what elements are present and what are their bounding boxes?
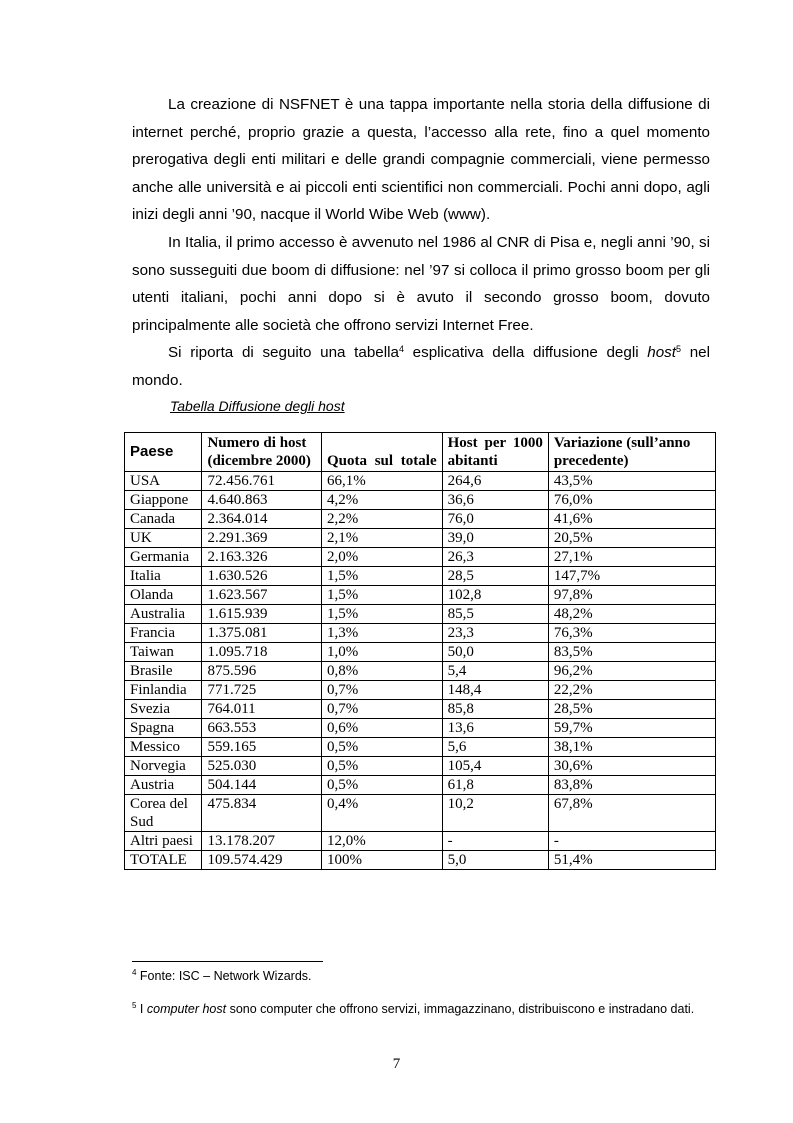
cell-numero: 2.163.326 (202, 548, 322, 567)
table-row (125, 605, 716, 624)
cell-numero: 2.364.014 (202, 510, 322, 529)
cell-paese: Spagna (125, 719, 202, 738)
footnote-5-number: 5 (132, 1001, 137, 1010)
cell-variazione: 59,7% (548, 719, 715, 738)
cell-variazione: 28,5% (548, 700, 715, 719)
footnote-5-term: computer host (146, 1002, 227, 1016)
intro-text-part1: Si riporta di seguito una tabella (168, 344, 399, 361)
paragraph-nsfnet-text: La creazione di NSFNET è una tappa importante nella storia della diffusione di internet perché, proprio grazie a questa, l’accesso alla rete, fino a quel momento prerogativa degli enti militari e delle grandi compagnie commerciali, viene permesso anche alle università e ai piccoli enti scientifici non commerciali. Pochi anni dopo, agli inizi degli anni ’90, nacque il World Wibe Web (www). (132, 96, 710, 223)
table-row (125, 510, 716, 529)
cell-quota: 0,5% (321, 738, 442, 757)
cell-numero: 1.095.718 (202, 643, 322, 662)
cell-numero: 2.291.369 (202, 529, 322, 548)
cell-host-1000: 76,0 (442, 510, 548, 529)
cell-paese: Austria (125, 776, 202, 795)
paragraph-italia-text: In Italia, il primo accesso è avvenuto nel 1986 al CNR di Pisa e, negli anni ’90, si sono susseguiti due boom di diffusione: nel ’97 si colloca il primo grosso boom per gli utenti italiani, pochi anni dopo si è avuto il secondo grosso boom, dovuto principalmente alle società che offrono servizi Internet Free. (132, 234, 710, 334)
header-host-1000: Host per 1000 abitanti (442, 433, 548, 472)
cell-host-1000: 5,6 (442, 738, 548, 757)
cell-host-1000: 5,0 (442, 851, 548, 870)
cell-paese: Germania (125, 548, 202, 567)
cell-quota: 0,6% (321, 719, 442, 738)
cell-numero: 559.165 (202, 738, 322, 757)
cell-paese: Italia (125, 567, 202, 586)
host-diffusion-table (124, 432, 716, 870)
table-row (125, 472, 716, 491)
table-row-totale (125, 851, 716, 870)
cell-quota: 1,5% (321, 605, 442, 624)
cell-variazione: 147,7% (548, 567, 715, 586)
cell-variazione: 97,8% (548, 586, 715, 605)
table-header-row (125, 433, 716, 472)
cell-paese: Corea del Sud (125, 795, 202, 832)
cell-paese: USA (125, 472, 202, 491)
cell-numero: 1.375.081 (202, 624, 322, 643)
cell-host-1000: 102,8 (442, 586, 548, 605)
paragraph-tabella-intro (132, 339, 710, 394)
cell-paese: Francia (125, 624, 202, 643)
cell-host-1000: 5,4 (442, 662, 548, 681)
footnote-ref-5[interactable]: 5 (676, 344, 682, 354)
cell-quota: 0,7% (321, 700, 442, 719)
cell-numero: 875.596 (202, 662, 322, 681)
cell-variazione: 30,6% (548, 757, 715, 776)
table-row (125, 738, 716, 757)
cell-quota: 12,0% (321, 832, 442, 851)
cell-variazione: 41,6% (548, 510, 715, 529)
cell-variazione: 22,2% (548, 681, 715, 700)
cell-numero: 475.834 (202, 795, 322, 832)
paragraph-italia (132, 229, 710, 339)
cell-variazione: 83,8% (548, 776, 715, 795)
cell-host-1000: 13,6 (442, 719, 548, 738)
footnote-5 (132, 998, 710, 1021)
intro-text-part3: nel mondo. (132, 344, 710, 389)
cell-host-1000: 264,6 (442, 472, 548, 491)
cell-variazione: - (548, 832, 715, 851)
table-row (125, 491, 716, 510)
footnote-5-prefix: I (136, 1002, 147, 1016)
cell-host-1000: 10,2 (442, 795, 548, 832)
cell-host-1000: 26,3 (442, 548, 548, 567)
cell-numero: 1.623.567 (202, 586, 322, 605)
cell-numero: 1.615.939 (202, 605, 322, 624)
cell-quota: 2,2% (321, 510, 442, 529)
footnote-4-number: 4 (132, 968, 137, 977)
cell-paese: Australia (125, 605, 202, 624)
table-row (125, 681, 716, 700)
cell-paese: Brasile (125, 662, 202, 681)
footnote-4-text: Fonte: ISC – Network Wizards. (136, 969, 312, 983)
table-row (125, 586, 716, 605)
cell-quota: 1,3% (321, 624, 442, 643)
footnote-ref-4[interactable]: 4 (398, 344, 404, 354)
cell-host-1000: 28,5 (442, 567, 548, 586)
cell-paese: Olanda (125, 586, 202, 605)
cell-host-1000: 39,0 (442, 529, 548, 548)
cell-quota: 2,0% (321, 548, 442, 567)
table-row (125, 567, 716, 586)
header-paese: Paese (125, 433, 202, 472)
cell-paese: TOTALE (125, 851, 202, 870)
cell-variazione: 96,2% (548, 662, 715, 681)
cell-variazione: 38,1% (548, 738, 715, 757)
cell-host-1000: 105,4 (442, 757, 548, 776)
cell-variazione: 76,3% (548, 624, 715, 643)
table-row (125, 643, 716, 662)
cell-variazione: 20,5% (548, 529, 715, 548)
cell-paese: Messico (125, 738, 202, 757)
table-row (125, 795, 716, 832)
table-row (125, 776, 716, 795)
cell-host-1000: 61,8 (442, 776, 548, 795)
table-row (125, 700, 716, 719)
cell-numero: 1.630.526 (202, 567, 322, 586)
table-row (125, 757, 716, 776)
cell-paese: Giappone (125, 491, 202, 510)
table-row (125, 719, 716, 738)
cell-numero: 109.574.429 (202, 851, 322, 870)
footnote-4 (132, 965, 710, 988)
cell-host-1000: 148,4 (442, 681, 548, 700)
table-row (125, 624, 716, 643)
table-row (125, 662, 716, 681)
cell-paese: Taiwan (125, 643, 202, 662)
cell-paese: UK (125, 529, 202, 548)
cell-numero: 525.030 (202, 757, 322, 776)
cell-quota: 2,1% (321, 529, 442, 548)
table-row (125, 832, 716, 851)
cell-quota: 0,7% (321, 681, 442, 700)
intro-text-host: host (647, 344, 676, 361)
cell-numero: 504.144 (202, 776, 322, 795)
cell-host-1000: 23,3 (442, 624, 548, 643)
cell-variazione: 83,5% (548, 643, 715, 662)
cell-host-1000: 85,5 (442, 605, 548, 624)
cell-host-1000: - (442, 832, 548, 851)
cell-numero: 771.725 (202, 681, 322, 700)
cell-variazione: 27,1% (548, 548, 715, 567)
cell-paese: Svezia (125, 700, 202, 719)
cell-variazione: 76,0% (548, 491, 715, 510)
cell-paese: Altri paesi (125, 832, 202, 851)
cell-quota: 0,8% (321, 662, 442, 681)
cell-quota: 66,1% (321, 472, 442, 491)
footnote-5-text: sono computer che offrono servizi, immagazzinano, distribuiscono e instradano dati. (226, 1002, 695, 1016)
cell-quota: 0,5% (321, 776, 442, 795)
header-numero-host: Numero di host (dicembre 2000) (202, 433, 322, 472)
cell-quota: 1,0% (321, 643, 442, 662)
header-variazione: Variazione (sull’anno precedente) (548, 433, 715, 472)
page-number: 7 (392, 1056, 401, 1072)
cell-paese: Norvegia (125, 757, 202, 776)
cell-variazione: 48,2% (548, 605, 715, 624)
table-caption: Tabella Diffusione degli host (170, 398, 345, 414)
footnote-separator (132, 961, 323, 962)
cell-quota: 100% (321, 851, 442, 870)
table-row (125, 529, 716, 548)
header-quota: Quota sul totale (321, 433, 442, 472)
cell-variazione: 43,5% (548, 472, 715, 491)
cell-variazione: 51,4% (548, 851, 715, 870)
cell-numero: 4.640.863 (202, 491, 322, 510)
intro-text-part2: esplicativa della diffusione degli (403, 344, 648, 361)
cell-quota: 4,2% (321, 491, 442, 510)
cell-numero: 764.011 (202, 700, 322, 719)
cell-host-1000: 36,6 (442, 491, 548, 510)
cell-quota: 1,5% (321, 567, 442, 586)
cell-host-1000: 85,8 (442, 700, 548, 719)
cell-variazione: 67,8% (548, 795, 715, 832)
cell-quota: 1,5% (321, 586, 442, 605)
cell-numero: 13.178.207 (202, 832, 322, 851)
table-row (125, 548, 716, 567)
cell-quota: 0,4% (321, 795, 442, 832)
cell-paese: Finlandia (125, 681, 202, 700)
cell-numero: 663.553 (202, 719, 322, 738)
cell-paese: Canada (125, 510, 202, 529)
paragraph-nsfnet (132, 91, 710, 229)
cell-quota: 0,5% (321, 757, 442, 776)
cell-numero: 72.456.761 (202, 472, 322, 491)
cell-host-1000: 50,0 (442, 643, 548, 662)
